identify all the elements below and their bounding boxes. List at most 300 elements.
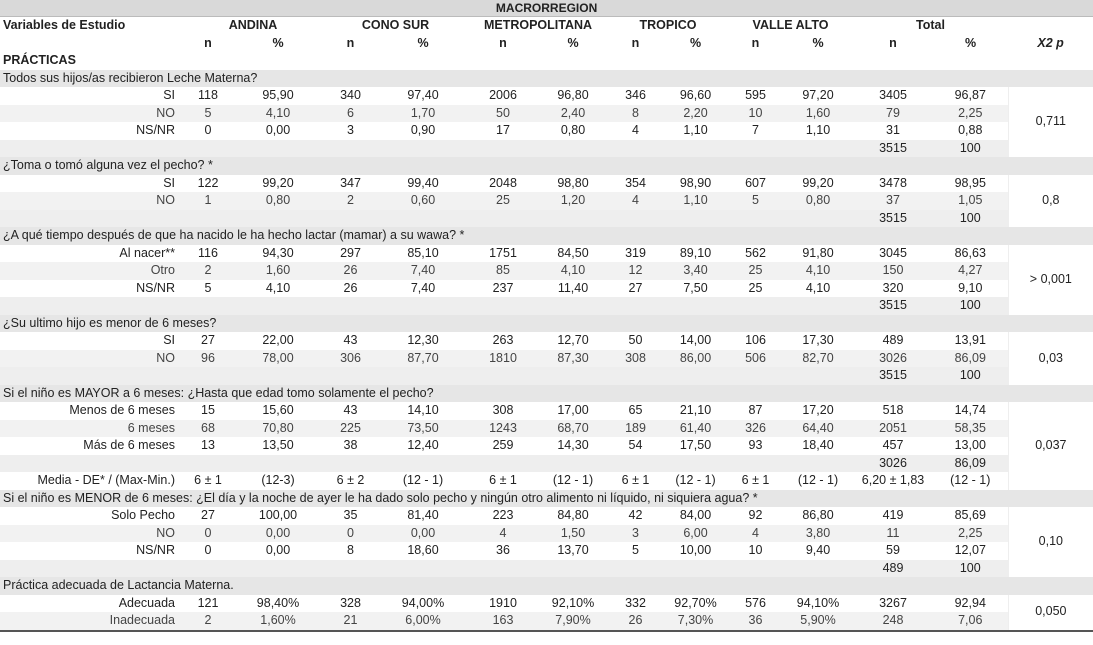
n-cell: 576: [745, 595, 766, 610]
pct-header: %: [783, 35, 853, 53]
n-cell: 27: [201, 333, 215, 347]
table-row: [0, 437, 1093, 455]
pct-cell: 68,70: [538, 420, 608, 438]
question-text: Si el niño es MENOR de 6 meses: ¿El día y la noche de ayer le ha dado solo pecho y ningún otro alimento ni líquido, ni siquiera agua? *: [0, 490, 1093, 508]
empty-cell: [1008, 52, 1093, 70]
n-cell: 87: [748, 403, 763, 417]
pct-cell: 1,20: [538, 192, 608, 210]
n-cell: 320: [882, 280, 904, 295]
n-cell: 13: [201, 438, 215, 452]
region-header-row: [0, 17, 1093, 35]
row-label: SI: [163, 333, 175, 347]
region-header: METROPOLITANA: [468, 17, 608, 35]
stats-label: Media - DE* / (Max-Min.): [37, 473, 175, 487]
total-row: [0, 367, 1093, 385]
total-pct: 100: [933, 367, 1008, 385]
pct-cell: 12,30: [407, 333, 439, 347]
pct-cell: 9,10: [958, 280, 983, 295]
n-cell: 8: [347, 543, 354, 557]
row-label: SI: [163, 175, 175, 190]
pct-cell: 4,10: [265, 280, 291, 295]
pct-cell: 0,00: [265, 543, 291, 557]
n-cell: 2: [183, 612, 233, 631]
n-cell: 332: [625, 595, 646, 610]
pct-cell: 98,95: [954, 175, 986, 190]
question-text: ¿A qué tiempo después de que ha nacido le ha hecho lactar (mamar) a su wawa? *: [0, 227, 1093, 245]
pct-cell: 0,00: [233, 525, 323, 543]
pct-cell: 86,00: [663, 350, 728, 368]
question-row: [0, 490, 1093, 508]
row-label: NS/NR: [136, 543, 175, 557]
pct-cell: 1,60%: [233, 612, 323, 631]
pct-cell: 1,10: [805, 123, 831, 137]
pct-cell: 3,80: [783, 525, 853, 543]
pct-cell: 13,91: [954, 333, 986, 347]
region-header: TROPICO: [608, 17, 728, 35]
total-row: [0, 210, 1093, 228]
n-cell: 42: [628, 508, 643, 522]
empty-cell: [0, 210, 853, 228]
pct-cell: 70,80: [233, 420, 323, 438]
n-cell: 17: [496, 123, 510, 137]
pct-cell: 22,00: [262, 333, 294, 347]
n-cell: 306: [323, 350, 378, 368]
empty-cell: [0, 367, 853, 385]
pct-cell: 78,00: [233, 350, 323, 368]
n-cell: 259: [492, 438, 514, 452]
pct-cell: 91,80: [802, 245, 834, 260]
pct-cell: 14,30: [557, 438, 589, 452]
n-cell: 489: [882, 333, 904, 347]
pct-cell: 98,90: [679, 175, 712, 190]
subheader-row: [0, 35, 1093, 53]
pct-cell: 94,10%: [796, 595, 840, 610]
table-row: [0, 192, 1093, 210]
section-row: [0, 52, 1093, 70]
region-header: ANDINA: [183, 17, 323, 35]
n-cell: 150: [853, 262, 933, 280]
x2-value: 0,8: [1008, 175, 1093, 228]
n-cell: 237: [492, 280, 514, 295]
pct-cell: 100,00: [258, 508, 298, 522]
total-n: 3515: [853, 297, 933, 315]
total-n: 3515: [853, 210, 933, 228]
pct-cell: 18,40: [802, 438, 834, 452]
row-label: NO: [0, 192, 183, 210]
pct-cell: 1,60: [783, 105, 853, 123]
n-cell: 79: [853, 105, 933, 123]
table-super-header: [0, 0, 1093, 17]
n-cell: 308: [492, 403, 514, 417]
n-cell: 3405: [879, 88, 907, 102]
pct-cell: 92,10%: [551, 595, 595, 610]
pct-cell: 2,25: [933, 525, 1008, 543]
total-row: [0, 140, 1093, 158]
table-row: [0, 507, 1093, 525]
stats-cell: 6 ± 1: [741, 473, 770, 487]
n-cell: 21: [323, 612, 378, 631]
table-row: [0, 105, 1093, 123]
total-row: [0, 560, 1093, 578]
pct-cell: 73,50: [378, 420, 468, 438]
n-cell: 26: [323, 262, 378, 280]
table-row: [0, 402, 1093, 420]
pct-cell: 7,40: [410, 280, 436, 295]
pct-cell: 92,94: [954, 595, 986, 610]
pct-cell: 1,60: [233, 262, 323, 280]
n-cell: 1810: [468, 350, 538, 368]
table-row: [0, 525, 1093, 543]
n-cell: 118: [198, 88, 218, 102]
empty-cell: [0, 297, 853, 315]
pct-cell: 1,50: [538, 525, 608, 543]
question-text: Todos sus hijos/as recibieron Leche Materna?: [0, 70, 1093, 88]
row-label: Más de 6 meses: [83, 438, 175, 452]
stats-cell: (12-3): [261, 473, 295, 487]
n-cell: 328: [340, 595, 361, 610]
pct-cell: 4,10: [783, 262, 853, 280]
n-cell: 25: [728, 262, 783, 280]
row-label: NO: [0, 525, 183, 543]
n-cell: 37: [853, 192, 933, 210]
n-cell: 11: [853, 525, 933, 543]
pct-cell: 87,30: [538, 350, 608, 368]
pct-cell: 96,87: [954, 88, 986, 102]
pct-cell: 7,30%: [663, 612, 728, 631]
pct-cell: 86,80: [802, 508, 834, 522]
n-cell: 506: [728, 350, 783, 368]
n-header: n: [468, 35, 538, 53]
n-cell: 116: [198, 245, 218, 260]
region-header: VALLE ALTO: [728, 17, 853, 35]
macroregion-title: MACRORREGION: [0, 0, 1093, 17]
section-title: PRÁCTICAS: [0, 52, 1008, 70]
row-label: NO: [0, 350, 183, 368]
pct-cell: 17,30: [802, 333, 834, 347]
pct-cell: 10,00: [679, 543, 712, 557]
table-row: [0, 350, 1093, 368]
question-text: Si el niño es MAYOR a 6 meses: ¿Hasta que edad tomo solamente el pecho?: [0, 385, 1093, 403]
n-cell: 297: [340, 245, 361, 260]
pct-cell: 2,40: [538, 105, 608, 123]
row-label: Inadecuada: [0, 612, 183, 631]
pct-cell: 2,20: [663, 105, 728, 123]
n-cell: 106: [745, 333, 766, 347]
n-cell: 4: [728, 525, 783, 543]
n-cell: 457: [882, 438, 904, 452]
total-pct: 100: [933, 210, 1008, 228]
pct-cell: 61,40: [663, 420, 728, 438]
pct-cell: 0,00: [378, 525, 468, 543]
n-cell: 4: [632, 123, 639, 137]
n-cell: 59: [886, 543, 900, 557]
row-label: Al nacer**: [119, 245, 175, 260]
stats-cell: (12 - 1): [675, 473, 716, 487]
table-row: [0, 332, 1093, 350]
question-text: ¿Su ultimo hijo es menor de 6 meses?: [0, 315, 1093, 333]
total-n: 3026: [853, 455, 933, 473]
table-row: [0, 542, 1093, 560]
n-cell: 248: [853, 612, 933, 631]
pct-cell: 96,60: [679, 88, 712, 102]
pct-cell: 14,74: [954, 403, 986, 417]
n-cell: 1: [183, 192, 233, 210]
pct-cell: 86,63: [954, 245, 986, 260]
n-cell: 93: [748, 438, 763, 452]
n-cell: 346: [625, 88, 646, 102]
stats-cell: 6 ± 1: [621, 473, 650, 487]
n-cell: 10: [748, 543, 763, 557]
pct-cell: 13,50: [262, 438, 294, 452]
question-text: ¿Toma o tomó alguna vez el pecho? *: [0, 157, 1093, 175]
pct-cell: 0,90: [410, 123, 436, 137]
pct-cell: 6,00%: [378, 612, 468, 631]
pct-cell: 85,69: [954, 508, 986, 522]
pct-header: %: [538, 35, 608, 53]
table-row: [0, 245, 1093, 263]
stats-cell: (12 - 1): [402, 473, 444, 487]
n-cell: 25: [748, 280, 763, 295]
pct-cell: 97,40: [407, 88, 439, 102]
row-label: NS/NR: [136, 123, 175, 137]
n-cell: 3026: [853, 350, 933, 368]
pct-cell: 7,90%: [538, 612, 608, 631]
total-n: 3515: [853, 140, 933, 158]
stats-cell: 6,20 ± 1,83: [861, 473, 925, 487]
question-row: [0, 227, 1093, 245]
n-cell: 31: [886, 123, 900, 137]
variables-label: Variables de Estudio: [0, 17, 183, 35]
n-cell: 85: [468, 262, 538, 280]
pct-cell: 4,27: [933, 262, 1008, 280]
pct-cell: 13,00: [954, 438, 986, 452]
n-cell: 562: [745, 245, 766, 260]
n-cell: 5: [204, 280, 212, 295]
n-cell: 1910: [489, 595, 517, 610]
stats-cell: 6 ± 2: [336, 473, 365, 487]
pct-cell: 87,70: [378, 350, 468, 368]
pct-cell: 13,70: [557, 543, 589, 557]
pct-cell: 0,80: [560, 123, 586, 137]
table-row: [0, 122, 1093, 140]
table-row: [0, 175, 1093, 193]
n-header: n: [728, 35, 783, 53]
empty-cell: [0, 455, 853, 473]
n-cell: 43: [343, 403, 358, 417]
n-cell: 0: [204, 123, 212, 137]
n-cell: 50: [628, 333, 643, 347]
n-cell: 1243: [468, 420, 538, 438]
total-n: 3515: [853, 367, 933, 385]
table-row: [0, 612, 1093, 631]
x2-value: 0,711: [1008, 87, 1093, 157]
total-n: 489: [853, 560, 933, 578]
pct-cell: 15,60: [262, 403, 294, 417]
n-cell: 8: [608, 105, 663, 123]
pct-cell: 58,35: [933, 420, 1008, 438]
empty-cell: [1008, 17, 1093, 35]
pct-cell: 6,00: [663, 525, 728, 543]
total-pct: 100: [933, 140, 1008, 158]
empty-cell: [0, 35, 183, 53]
pct-cell: 82,70: [783, 350, 853, 368]
n-cell: 27: [201, 508, 215, 522]
total-pct: 86,09: [933, 455, 1008, 473]
pct-cell: 1,10: [663, 192, 728, 210]
n-cell: 25: [468, 192, 538, 210]
pct-cell: 97,20: [802, 88, 834, 102]
total-row: [0, 455, 1093, 473]
n-cell: 68: [183, 420, 233, 438]
total-pct: 100: [933, 297, 1008, 315]
n-cell: 38: [343, 438, 358, 452]
pct-cell: 84,00: [679, 508, 712, 522]
row-label: Menos de 6 meses: [69, 403, 175, 417]
n-cell: 35: [343, 508, 358, 522]
x2-value: 0,050: [1008, 595, 1093, 631]
n-cell: 263: [492, 333, 514, 347]
n-cell: 36: [728, 612, 783, 631]
region-header: Total: [853, 17, 1008, 35]
n-cell: 5: [632, 543, 639, 557]
n-cell: 65: [628, 403, 643, 417]
x2-value: 0,037: [1008, 402, 1093, 490]
n-cell: 326: [728, 420, 783, 438]
total-pct: 100: [933, 560, 1008, 578]
n-cell: 419: [882, 508, 904, 522]
table-row: [0, 87, 1093, 105]
n-cell: 5: [728, 192, 783, 210]
pct-cell: 0,60: [378, 192, 468, 210]
pct-cell: 17,20: [802, 403, 834, 417]
n-cell: 2006: [489, 88, 517, 102]
pct-cell: 84,50: [557, 245, 589, 260]
n-cell: 225: [323, 420, 378, 438]
region-header: CONO SUR: [323, 17, 468, 35]
stats-cell: (12 - 1): [950, 473, 991, 487]
pct-cell: 64,40: [783, 420, 853, 438]
pct-cell: 4,10: [538, 262, 608, 280]
n-cell: 607: [745, 175, 766, 190]
table-row: [0, 262, 1093, 280]
pct-cell: 17,50: [679, 438, 712, 452]
n-cell: 0: [204, 543, 212, 557]
pct-cell: 99,20: [802, 175, 834, 190]
n-cell: 43: [343, 333, 358, 347]
pct-cell: 98,40%: [256, 595, 300, 610]
stats-row: [0, 472, 1093, 490]
question-row: [0, 315, 1093, 333]
table-row: [0, 280, 1093, 298]
pct-cell: 96,80: [557, 88, 589, 102]
n-cell: 3478: [879, 175, 907, 190]
pct-cell: 0,00: [265, 123, 291, 137]
pct-cell: 7,06: [933, 612, 1008, 631]
n-cell: 354: [625, 175, 646, 190]
n-cell: 2: [323, 192, 378, 210]
table-row: [0, 420, 1093, 438]
row-label: Solo Pecho: [111, 508, 175, 522]
pct-cell: 14,10: [407, 403, 439, 417]
n-cell: 223: [492, 508, 514, 522]
n-cell: 4: [468, 525, 538, 543]
pct-cell: 11,40: [557, 280, 589, 295]
n-cell: 4: [608, 192, 663, 210]
n-cell: 121: [197, 595, 219, 610]
n-cell: 15: [201, 403, 215, 417]
pct-cell: 4,10: [233, 105, 323, 123]
n-cell: 319: [625, 245, 646, 260]
n-cell: 347: [340, 175, 361, 190]
stats-cell: (12 - 1): [552, 473, 594, 487]
pct-cell: 0,80: [783, 192, 853, 210]
n-cell: 2: [183, 262, 233, 280]
pct-cell: 12,07: [954, 543, 986, 557]
pct-cell: 99,40: [407, 175, 439, 190]
pct-cell: 2,25: [933, 105, 1008, 123]
n-cell: 5: [183, 105, 233, 123]
n-cell: 163: [468, 612, 538, 631]
n-cell: 518: [882, 403, 904, 417]
n-cell: 0: [323, 525, 378, 543]
row-label: Adecuada: [118, 595, 175, 610]
pct-cell: 4,10: [805, 280, 831, 295]
x2-value: 0,03: [1008, 332, 1093, 385]
n-cell: 189: [608, 420, 663, 438]
pct-cell: 94,00%: [401, 595, 445, 610]
n-cell: 3267: [879, 595, 907, 610]
empty-cell: [0, 140, 853, 158]
n-header: n: [183, 35, 233, 53]
question-row: [0, 157, 1093, 175]
row-label: 6 meses: [0, 420, 183, 438]
pct-cell: 0,88: [958, 123, 983, 137]
pct-cell: 94,30: [262, 245, 294, 260]
stats-cell: (12 - 1): [797, 473, 839, 487]
pct-cell: 12,40: [407, 438, 439, 452]
total-row: [0, 297, 1093, 315]
n-cell: 26: [608, 612, 663, 631]
empty-cell: [0, 560, 853, 578]
pct-cell: 86,09: [933, 350, 1008, 368]
x2-value: > 0,001: [1008, 245, 1093, 315]
n-cell: 3: [608, 525, 663, 543]
pct-cell: 7,50: [683, 280, 708, 295]
table-row: [0, 595, 1093, 613]
pct-header: %: [663, 35, 728, 53]
pct-cell: 17,00: [557, 403, 589, 417]
pct-cell: 1,10: [683, 123, 708, 137]
x2-header: X2 p: [1008, 35, 1093, 53]
n-cell: 0: [183, 525, 233, 543]
row-label: NO: [0, 105, 183, 123]
n-cell: 2051: [853, 420, 933, 438]
pct-header: %: [233, 35, 323, 53]
pct-cell: 7,40: [378, 262, 468, 280]
n-header: n: [323, 35, 378, 53]
n-header: n: [608, 35, 663, 53]
pct-cell: 1,70: [378, 105, 468, 123]
question-row: [0, 577, 1093, 595]
pct-cell: 92,70%: [674, 595, 717, 610]
n-header: n: [853, 35, 933, 53]
pct-cell: 3,40: [663, 262, 728, 280]
pct-cell: 14,00: [679, 333, 712, 347]
n-cell: 6: [323, 105, 378, 123]
pct-cell: 99,20: [262, 175, 294, 190]
pct-cell: 84,80: [557, 508, 589, 522]
n-cell: 2048: [489, 175, 517, 190]
